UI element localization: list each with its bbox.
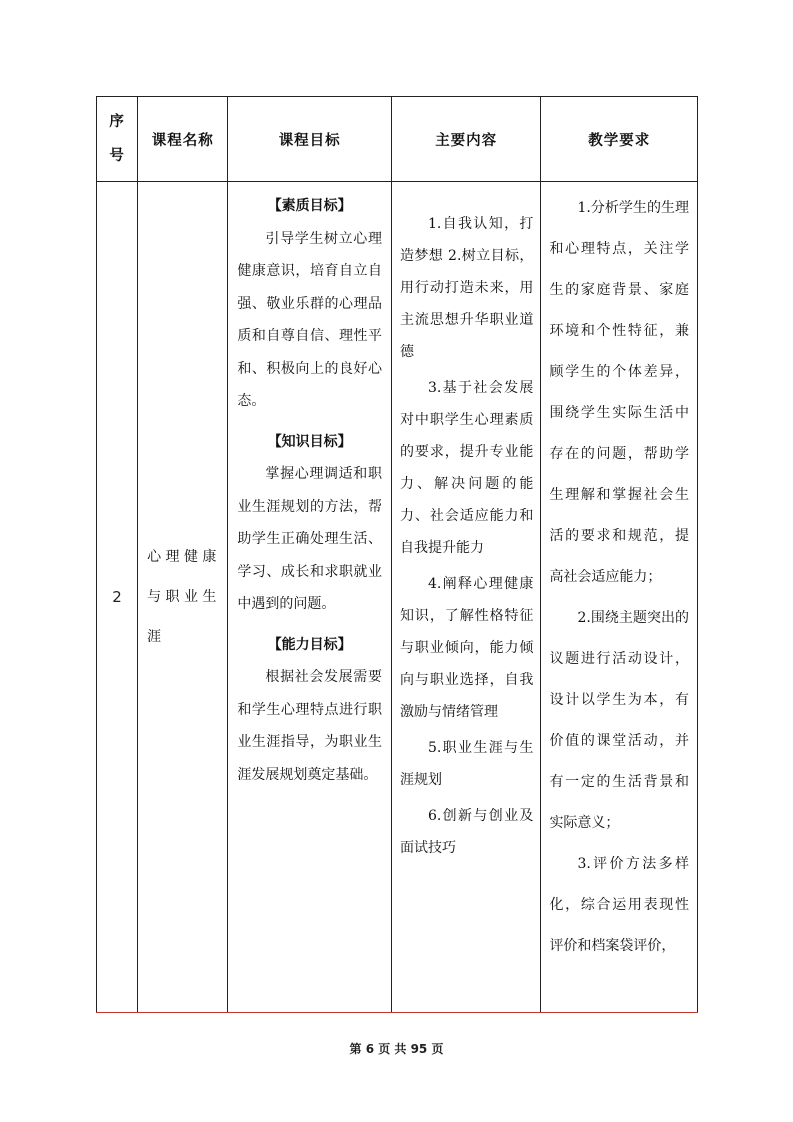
curriculum-table [96, 96, 698, 1013]
quality-goal-text: 引导学生树立心理健康意识，培育自立自强、敬业乐群的心理品质和自尊自信、理性平和、积极向上的良好心态。 [237, 230, 382, 409]
course-name: 心理健康与职业生涯 [147, 549, 220, 645]
quality-goal-title: 【素质目标】 [267, 198, 352, 214]
seq-cell [97, 182, 138, 1013]
content-item: 6.创新与创业及面试技巧 [399, 808, 534, 856]
header-seq-line1: 序 [109, 114, 125, 130]
content-item: 5.职业生涯与生涯规划 [399, 740, 534, 788]
requirement-item: 3.评价方法多样化，综合运用表现性评价和档案袋评价， [549, 856, 689, 954]
requirement-item: 2.围绕主题突出的议题进行活动设计，设计以学生为本，有价值的课堂活动，并有一定的生活背景和实际意义； [549, 610, 689, 831]
requirement-item: 1.分析学生的生理和心理特点，关注学生的家庭背景、家庭环境和个性特征，兼顾学生的个体差异，围绕学生实际生活中存在的问题，帮助学生理解和掌握社会生活的要求和规范，提高社会适应能力； [549, 200, 689, 585]
ability-goal-text: 根据社会发展需要和学生心理特点进行职业生涯指导，为职业生涯发展规划奠定基础。 [237, 669, 382, 783]
header-course-name: 课程名称 [138, 97, 228, 182]
seq-number: 2 [112, 588, 122, 606]
table-row [97, 182, 698, 1013]
knowledge-goal-title: 【知识目标】 [267, 433, 352, 450]
table-header-row [97, 97, 698, 182]
header-main-content: 主要内容 [391, 97, 540, 182]
knowledge-goal-text: 掌握心理调适和职业生涯规划的方法，帮助学生正确处理生活、学习、成长和求职就业中遇到的问题。 [237, 466, 382, 612]
teaching-requirement-cell [541, 182, 698, 1013]
main-content-cell [391, 182, 540, 1013]
content-item: 1.自我认知，打造梦想 2.树立目标，用行动打造未来，用主流思想升华职业道德 [399, 216, 534, 360]
ability-goal-title: 【能力目标】 [267, 636, 352, 653]
course-name-cell [138, 182, 228, 1013]
course-goal-cell [228, 182, 392, 1013]
content-item: 4.阐释心理健康知识，了解性格特征与职业倾向，能力倾向与职业选择，自我激励与情绪管理 [399, 576, 534, 720]
header-seq [97, 97, 138, 182]
header-course-goal: 课程目标 [228, 97, 392, 182]
content-item: 3.基于社会发展对中职学生心理素质的要求，提升专业能力、解决问题的能力、社会适应能力和自我提升能力 [399, 380, 534, 556]
page-footer: 第 6 页 共 95 页 [349, 1042, 444, 1056]
header-seq-line2: 号 [109, 148, 125, 164]
header-teaching-requirement: 教学要求 [541, 97, 698, 182]
